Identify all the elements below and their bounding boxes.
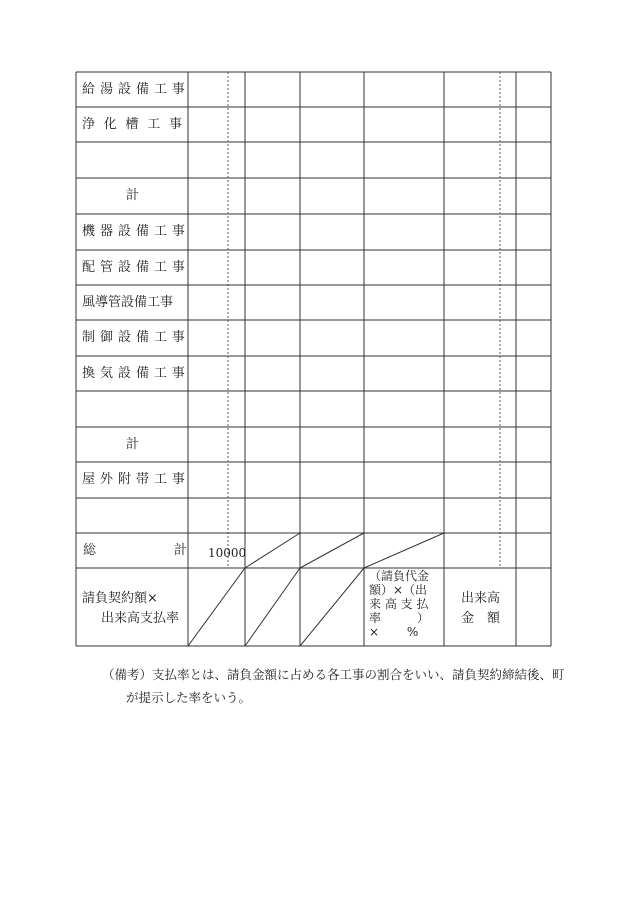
amount-label-line1: 出来高 bbox=[461, 591, 501, 606]
formula-line-2: 来 高 支 払 bbox=[369, 597, 429, 611]
contract-label-line2: 出来高支払率 bbox=[101, 611, 180, 626]
row-label-5: 配 管 設 備 工 事 bbox=[82, 259, 185, 275]
row-label-6: 風導管設備工事 bbox=[82, 294, 174, 310]
contract-diagonal-1 bbox=[188, 568, 245, 646]
formula-line-3: 率 ） bbox=[369, 611, 430, 625]
formula-line-4: × % bbox=[369, 625, 419, 639]
row-label-1: 浄 化 槽 工 事 bbox=[82, 116, 182, 132]
total-label-right: 計 bbox=[174, 543, 188, 558]
row-label-7: 制 御 設 備 工 事 bbox=[82, 330, 185, 345]
row-label-10: 計 bbox=[125, 436, 139, 452]
formula-line-1: 額）×（出 bbox=[369, 583, 428, 597]
row-label-0: 給 湯 設 備 工 事 bbox=[82, 81, 185, 97]
total-diagonal-2 bbox=[300, 533, 364, 568]
total-diagonal-3 bbox=[364, 533, 444, 568]
total-value: 10000 bbox=[208, 546, 247, 560]
row-label-8: 換 気 設 備 工 事 bbox=[82, 365, 185, 381]
row-label-4: 機 器 設 備 工 事 bbox=[82, 224, 185, 239]
contract-diagonal-3 bbox=[300, 568, 364, 646]
amount-label-line2: 金 額 bbox=[461, 611, 501, 626]
remarks-line1: （備考）支払率とは、請負金額に占める各工事の割合をいい、請負契約締結後、町 bbox=[102, 667, 565, 682]
total-diagonal-1 bbox=[245, 533, 300, 568]
formula-line-0: （請負代金 bbox=[369, 569, 430, 583]
row-label-3: 計 bbox=[125, 188, 139, 203]
total-label-left: 総 bbox=[83, 543, 97, 558]
remarks-line2: が提示した率をいう。 bbox=[126, 690, 252, 705]
row-label-11: 屋 外 附 帯 工 事 bbox=[82, 472, 185, 487]
contract-label-line1: 請負契約額× bbox=[82, 591, 158, 606]
contract-diagonal-2 bbox=[245, 568, 300, 646]
